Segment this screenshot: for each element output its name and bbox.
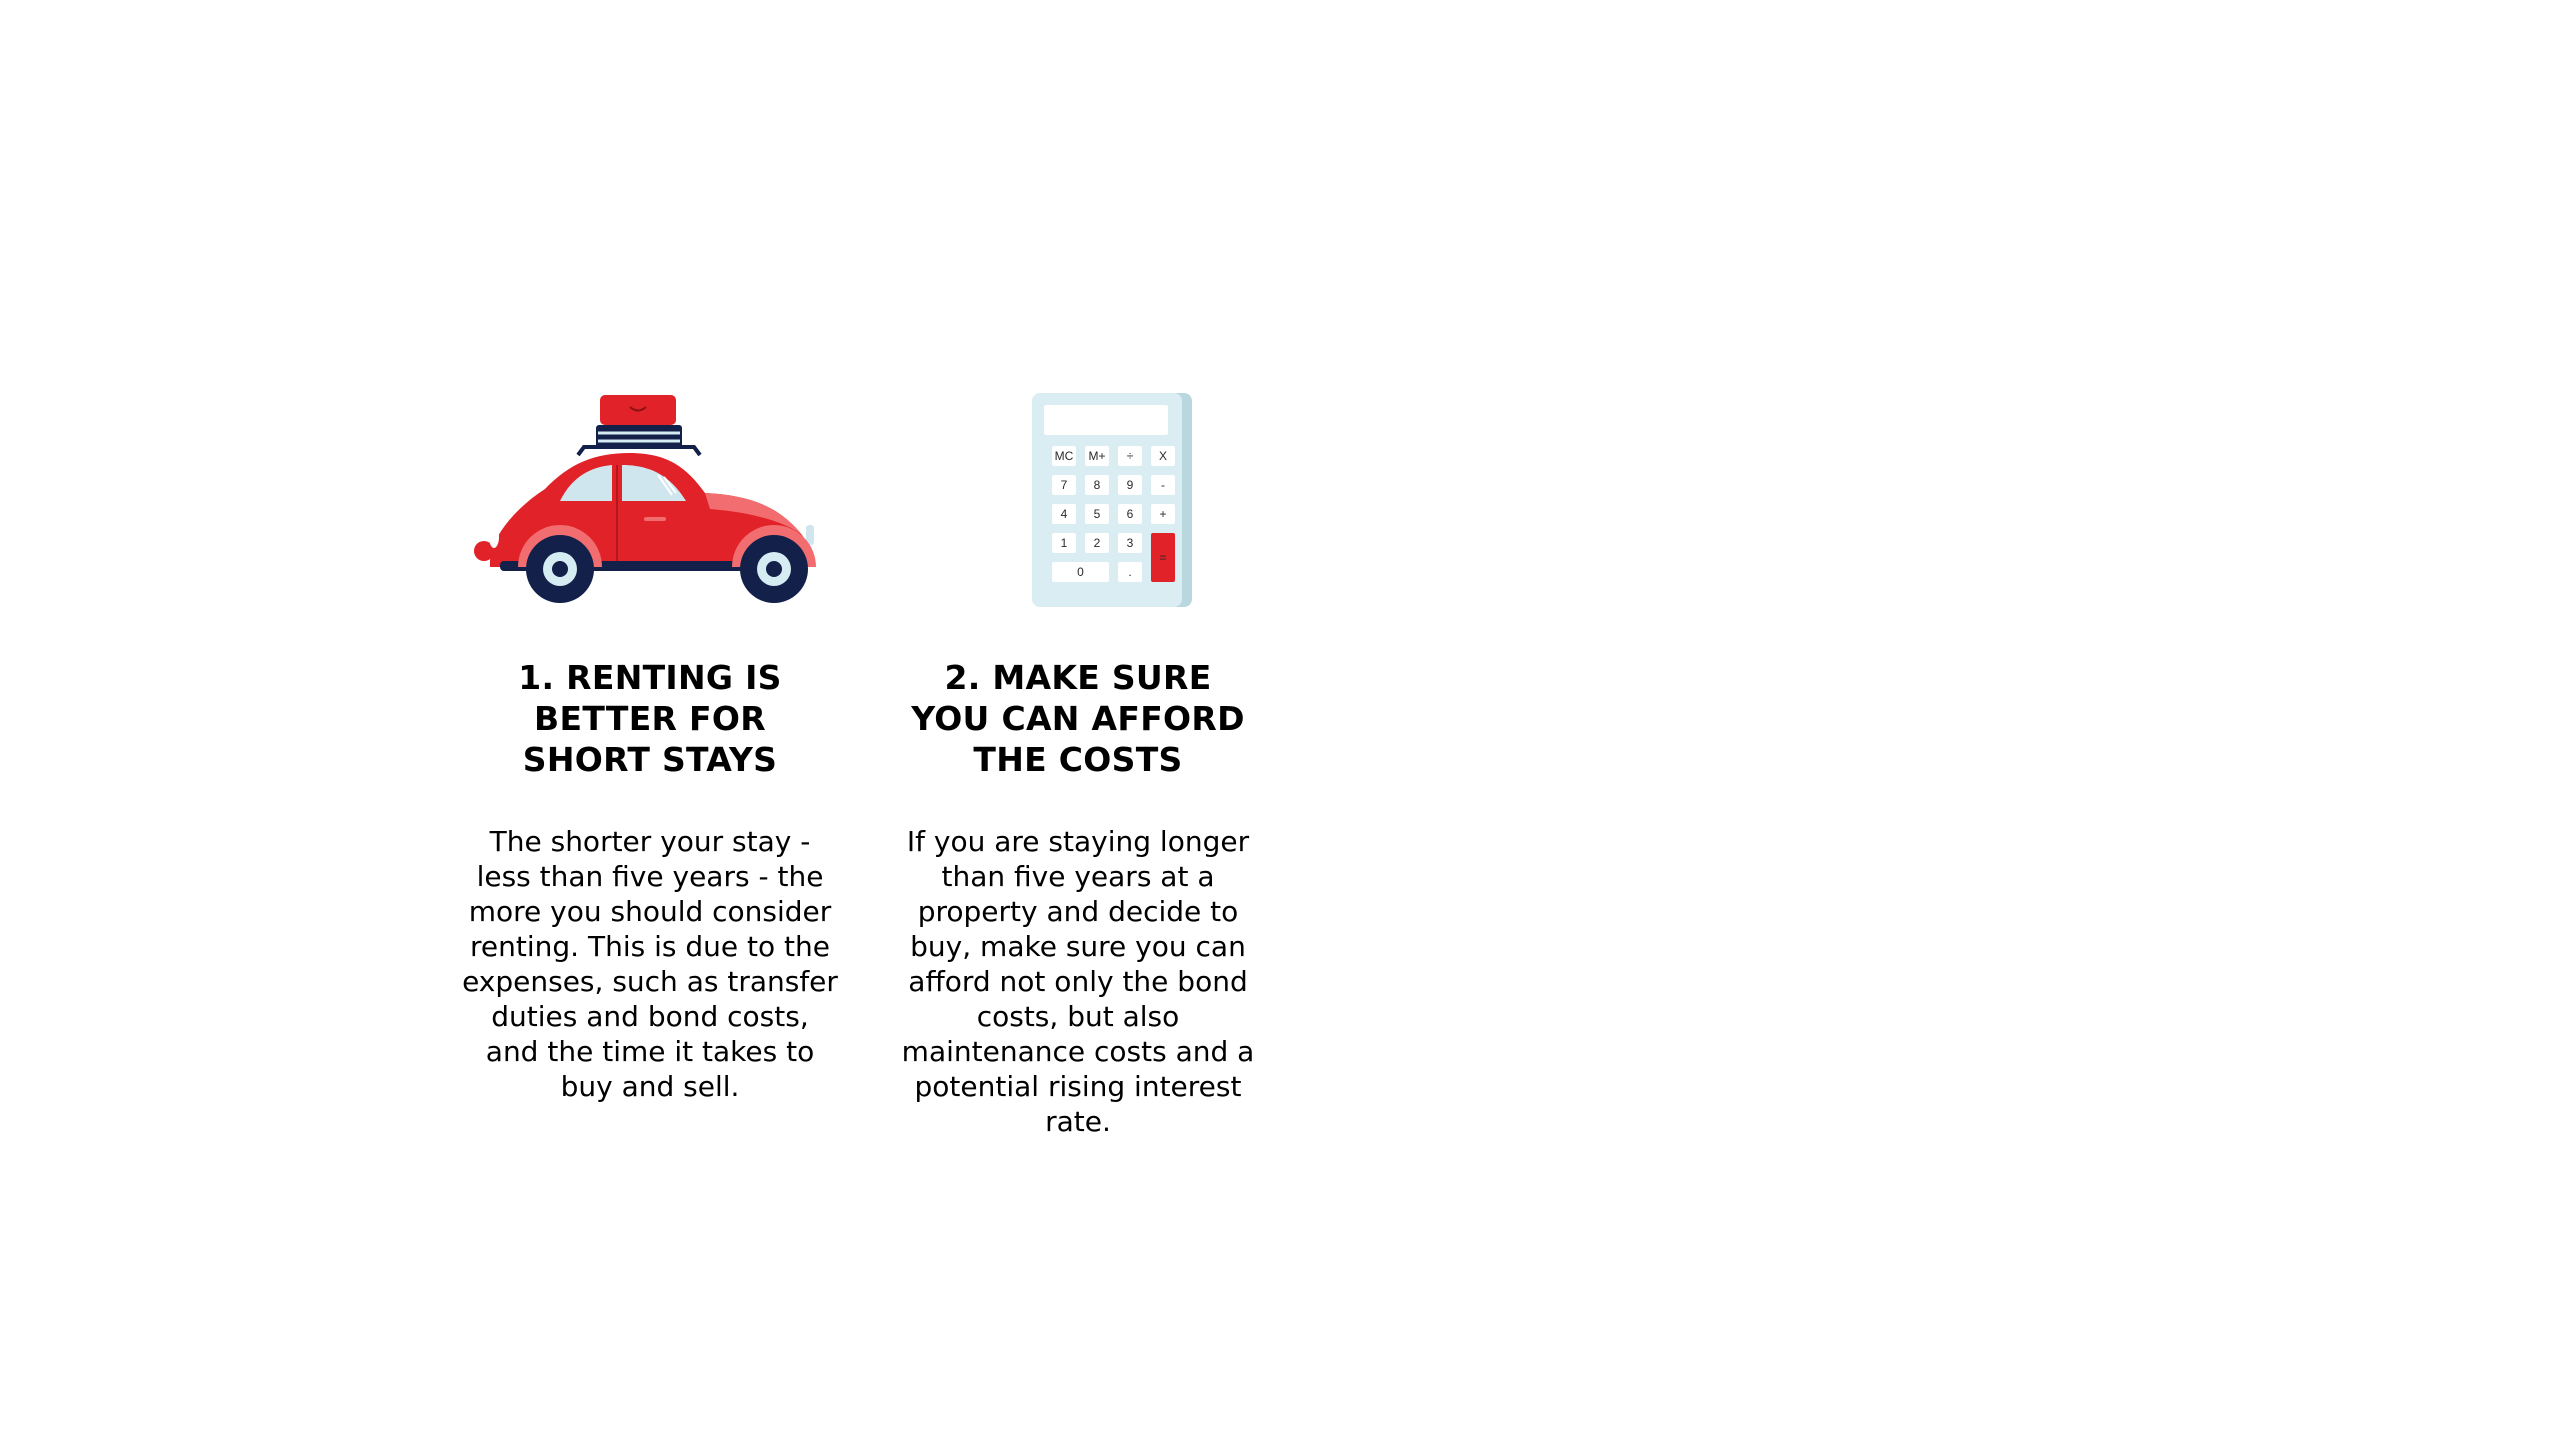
illustration-car [460, 385, 840, 615]
calculator-key-label: 6 [1126, 507, 1134, 521]
tip-title: 2. MAKE SURE YOU CAN AFFORD THE COSTS [911, 658, 1245, 779]
calculator-key-label: MC [1054, 449, 1074, 463]
calculator-key-label: ÷ [1126, 449, 1134, 463]
calculator-key-label: 0 [1077, 565, 1084, 579]
calculator-key-label: - [1161, 478, 1165, 492]
calculator-key-label: M+ [1088, 449, 1106, 463]
illustration-calculator [888, 385, 1268, 615]
tip-body: If you are staying longer than five years at a property and decide to buy, make sure you can afford not only the bond costs, but also maintenance costs and a potential rising interest rate. [901, 825, 1255, 1138]
tip-card-renting [460, 385, 840, 1104]
calculator-key-label: 4 [1060, 507, 1068, 521]
calculator-key-label: 9 [1126, 478, 1134, 492]
calculator-key-label: 5 [1093, 507, 1101, 521]
calculator-key-label: 1 [1060, 536, 1068, 550]
calculator-key-label: 8 [1093, 478, 1101, 492]
calculator-icon [888, 385, 1268, 615]
tip-title: 1. RENTING IS BETTER FOR SHORT STAYS [518, 658, 782, 779]
calculator-key-label: 2 [1093, 536, 1101, 550]
calculator-key-label: = [1159, 550, 1167, 565]
tip-card-affordability [888, 385, 1268, 1139]
car-with-luggage-icon [460, 385, 840, 615]
calculator-key-label: 3 [1126, 536, 1134, 550]
tip-body: The shorter your stay - less than five years - the more you should consider renting. This is due to the expenses, such as transfer duties and bond costs, and the time it takes to buy and sell. [462, 825, 838, 1103]
calculator-key-label: + [1159, 507, 1167, 521]
calculator-key-label: 7 [1060, 478, 1068, 492]
calculator-key-label: . [1128, 565, 1132, 579]
calculator-key-label: X [1158, 449, 1168, 463]
